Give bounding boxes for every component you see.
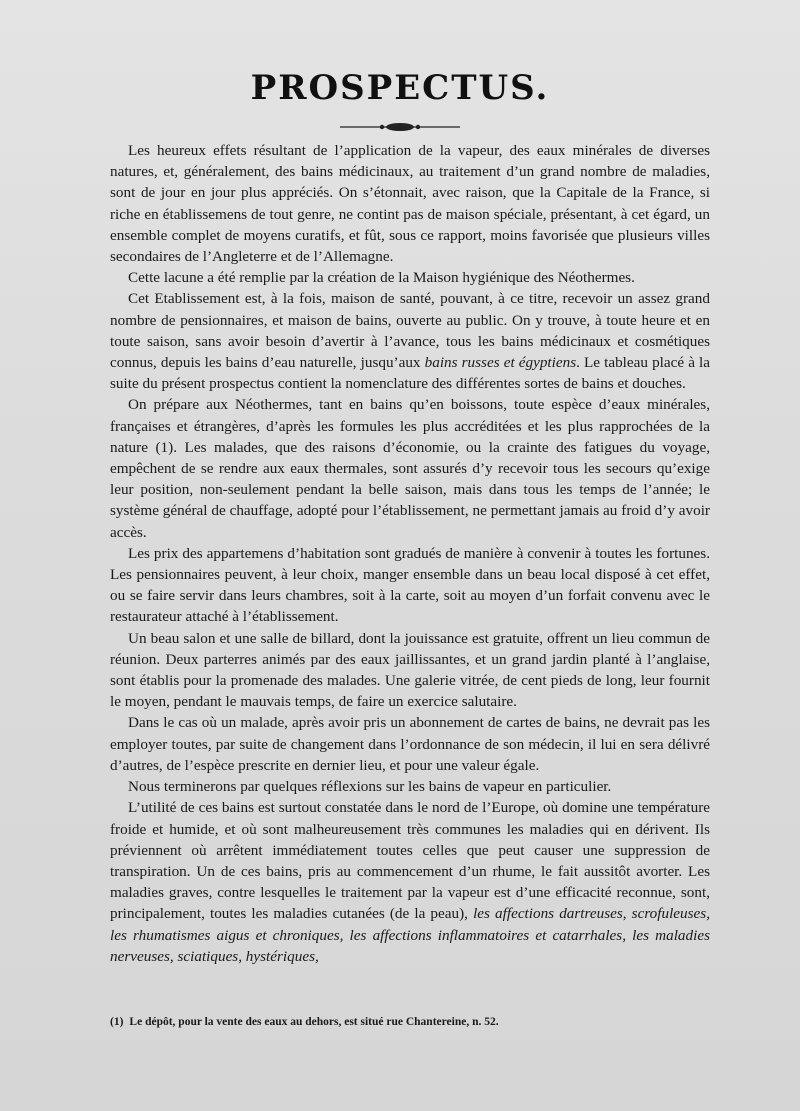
footnote-text: Le dépôt, pour la vente des eaux au dehors, est situé rue Chantereine, n. 52. bbox=[129, 1016, 499, 1028]
ornament-divider bbox=[340, 122, 460, 132]
paragraph-text: Cette lacune a été remplie par la création de la Maison hygiénique des Néothermes. bbox=[128, 269, 635, 287]
page-title: PROSPECTUS. bbox=[250, 68, 550, 108]
paragraph bbox=[110, 776, 710, 797]
paragraph bbox=[110, 140, 710, 267]
paragraph-text: . Le tableau placé à la suite du présent prospectus contient la nomenclature des différentes sortes de bains et douches. bbox=[110, 354, 711, 393]
paragraph-text: Dans le cas où un malade, après avoir pris un abonnement de cartes de bains, ne devrait pas les employer toutes, par suite de changement dans l’ordonnance de son médecin, il lui en sera délivré d’autres, de l’espèce prescrite en dernier lieu, et pour une valeur égale. bbox=[110, 714, 710, 774]
footnote bbox=[110, 1016, 710, 1028]
paragraph-text: Les prix des appartemens d’habitation sont gradués de manière à convenir à toutes les fortunes. Les pensionnaires peuvent, à leur choix, manger ensemble dans un beau local disposé à cet effet, ou se faire servir dans leurs chambres, soit à la carte, soit au moyen d’un forfait convenu avec le restaurateur attaché à l’établissement. bbox=[110, 544, 710, 626]
paragraph-text: Cet Etablissement est, à la fois, maison de santé, pouvant, à ce titre, recevoir un assez grand nombre de pensionnaires, et maison de bains, ouverte au public. On y trouve, à toute heure et en toute saison, sans avoir besoin d’avertir à l’avance, tous les bains médicinaux et cosmétiques connus, depuis les bains d’eau naturelle, jusqu’aux bbox=[110, 290, 710, 372]
paragraph bbox=[110, 628, 710, 713]
body-text bbox=[110, 140, 710, 967]
paragraph bbox=[110, 712, 710, 776]
paragraph bbox=[110, 288, 710, 394]
italic-text: les affections dartreuses, scrofuleuses, les rhumatismes aigus et chroniques, les affections inflammatoires et catarrhales, les maladies nerveuses, sciatiques, hystériques, bbox=[110, 905, 710, 965]
paragraph-text: Nous terminerons par quelques réflexions sur les bains de vapeur en particulier. bbox=[128, 778, 612, 796]
paragraph-text: Un beau salon et une salle de billard, dont la jouissance est gratuite, offrent un lieu commun de réunion. Deux parterres animés par des eaux jaillissantes, et un grand jardin planté à l’anglaise, sont établis pour la promenade des malades. Une galerie vitrée, de cent pieds de long, leur fournit le moyen, pendant le mauvais temps, de faire un exercice salutaire. bbox=[110, 629, 710, 711]
paragraph bbox=[110, 267, 710, 288]
paragraph-text: On prépare aux Néothermes, tant en bains qu’en boissons, toute espèce d’eaux minérales, françaises et étrangères, d’après les formules les plus accréditées et les plus rapprochées de la nature (1). Les malades, que des raisons d’économie, ou la crainte des fatigues du voyage, empêchent de se rendre aux eaux thermales, sont assurés d’y recevoir tous les secours qu’exige leur position, non-seulement pendant la belle saison, mais dans tous les temps de l’année; le système général de chauffage, adopté pour l’établissement, ne permettant jamais au froid d’y avoir accès. bbox=[110, 396, 710, 541]
paragraph-text: Les heureux effets résultant de l’application de la vapeur, des eaux minérales de diverses natures, et, généralement, des bains médicinaux, au traitement d’un grand nombre de maladies, sont de jour en jour plus appréciés. On s’étonnait, avec raison, que la Capitale de la France, si riche en établissemens de tout genre, ne contint pas de maison spéciale, présentant, à cet égard, un ensemble complet de moyens curatifs, et fût, sous ce rapport, moins favorisée que plusieurs villes secondaires de l’Angleterre et de l’Allemagne. bbox=[110, 142, 710, 266]
italic-text: bains russes et égyptiens bbox=[424, 354, 577, 372]
footnote-marker: (1) bbox=[110, 1016, 124, 1028]
paragraph-text: L’utilité de ces bains est surtout constatée dans le nord de l’Europe, où domine une température froide et humide, et où sont malheureusement très communes les maladies qui en dérivent. Ils préviennent où arrêtent immédiatement toutes celles que peut causer une suppression de transpiration. Un de ces bains, pris au commencement d’un rhume, le fait aussitôt avorter. Les maladies graves, contre lesquelles le traitement par la vapeur est d’une efficacité reconnue, sont, principalement, toutes les maladies cutanées (de la peau), bbox=[110, 799, 710, 923]
paragraph bbox=[110, 543, 710, 628]
paragraph bbox=[110, 394, 710, 542]
paragraph bbox=[110, 797, 710, 967]
